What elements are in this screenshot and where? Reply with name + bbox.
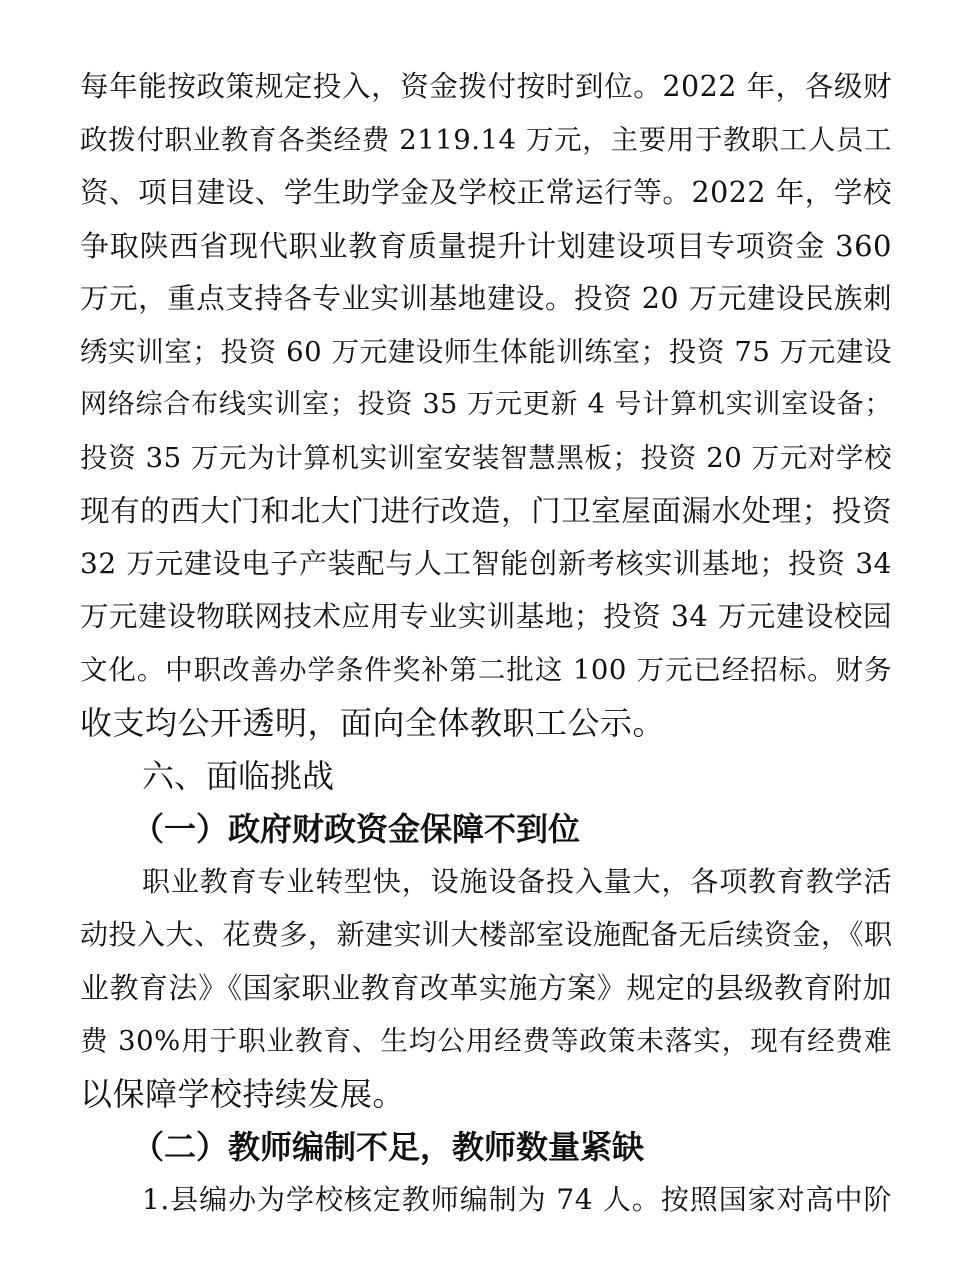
paragraph-line: 每年能按政策规定投入，资金拨付按时到位。2022 年，各级财	[80, 70, 892, 103]
paragraph-line: 费 30%用于职业教育、生均公用经费等政策未落实，现有经费难	[80, 1025, 892, 1057]
paragraph-line: 万元，重点支持各专业实训基地建设。投资 20 万元建设民族刺	[80, 282, 892, 315]
paragraph-line: 投资 35 万元为计算机实训室安装智慧黑板；投资 20 万元对学校	[80, 442, 892, 474]
paragraph-line: 万元建设物联网技术应用专业实训基地；投资 34 万元建设校园	[80, 600, 892, 633]
subsection-heading: （二）教师编制不足，教师数量紧缺	[132, 1128, 645, 1166]
subsection-heading: （一）政府财政资金保障不到位	[132, 810, 581, 848]
paragraph-line: 1.县编办为学校核定教师编制为 74 人。按照国家对高中阶	[142, 1183, 892, 1216]
section-heading: 六、面临挑战	[142, 757, 335, 795]
paragraph-line: 32 万元建设电子产装配与人工智能创新考核实训基地；投资 34	[80, 547, 892, 580]
paragraph-line: 业教育法》《国家职业教育改革实施方案》规定的县级教育附加	[80, 971, 892, 1005]
paragraph-line: 网络综合布线实训室；投资 35 万元更新 4 号计算机实训室设备；	[80, 389, 892, 420]
paragraph-line: 以保障学校持续发展。	[80, 1075, 406, 1113]
paragraph-line: 现有的西大门和北大门进行改造，门卫室屋面漏水处理；投资	[80, 494, 892, 528]
paragraph-line: 动投入大、花费多，新建实训大楼部室设施配备无后续资金，《职	[80, 918, 893, 951]
paragraph-line: 职业教育专业转型快，设施设备投入量大，各项教育教学活	[142, 865, 892, 898]
paragraph-line: 收支均公开透明，面向全体教职工公示。	[80, 704, 666, 742]
paragraph-line: 资、项目建设、学生助学金及学校正常运行等。2022 年，学校	[80, 176, 892, 209]
paragraph-line: 文化。中职改善办学条件奖补第二批这 100 万元已经招标。财务	[80, 654, 892, 686]
paragraph-line: 绣实训室；投资 60 万元建设师生体能训练室；投资 75 万元建设	[80, 336, 892, 368]
paragraph-line: 争取陕西省现代职业教育质量提升计划建设项目专项资金 360	[80, 229, 892, 263]
paragraph-line: 政拨付职业教育各类经费 2119.14 万元，主要用于教职工人员工	[80, 124, 892, 156]
